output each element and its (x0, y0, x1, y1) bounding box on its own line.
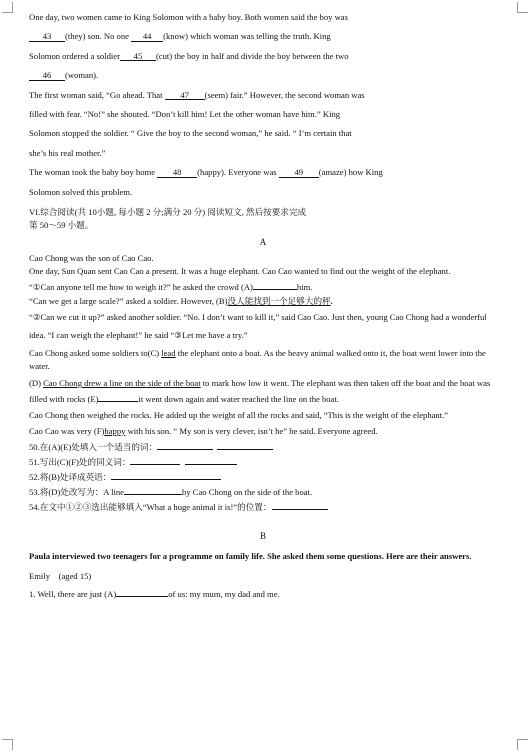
blank-a[interactable] (253, 289, 297, 290)
underlined-text-b: 没人能找到一个足够大的秤 (227, 295, 331, 306)
reading-passage-b (29, 547, 497, 603)
text-span: (amaze) how King (318, 167, 383, 178)
reading-passage-a (29, 251, 497, 438)
cloze-passage (29, 8, 497, 202)
part-b-label: B (259, 530, 266, 541)
crop-mark (2, 2, 13, 13)
question-54 (29, 500, 497, 515)
blank-43[interactable]: 43 (29, 32, 65, 42)
section-heading (29, 206, 497, 231)
section-subtitle: 第 50～59 小题。 (29, 219, 94, 230)
part-a-label: A (259, 237, 267, 248)
paragraph: “②Can we cut it up?” asked another soldier. “No. I don’t want to kill it,” said Cao Cao. Just then, young Cao Chong had a wonderful idea. “I can weigh the elephant!” he said “③Let me have a try.” (29, 312, 487, 341)
text-span: Cao Chong asked some soldiers to(C) (29, 348, 162, 359)
blank-46[interactable]: 46 (29, 71, 65, 81)
paragraph: “Can we get a large scale?” asked a soldier. However, (B)没人能找到一个足够大的秤. (29, 295, 333, 306)
interviewee-name: Emily (aged 15) (29, 570, 92, 581)
text-span: (happy). Everyone was (197, 167, 279, 178)
paragraph (29, 347, 497, 372)
text-span: “①Can anyone tell me how to weigh it?” he asked the crowd (A) (29, 281, 253, 292)
text-line (29, 47, 497, 66)
blank-49[interactable]: 49 (279, 168, 319, 178)
text-span: with his son. “ My son is very clever, isn’t he” he said. Everyone agreed. (125, 425, 378, 436)
text-span: it went down again and water reached the line on the boat. (138, 394, 339, 405)
answer-blank[interactable] (272, 509, 328, 510)
part-b-intro: Paula interviewed two teenagers for a programme on family life. She asked them some questions. Here are their answers. (29, 550, 472, 561)
crop-mark (517, 2, 528, 13)
answer-blank[interactable] (185, 464, 237, 465)
question-text: by Cao Chong on the side of the boat. (182, 486, 313, 497)
answer-blank[interactable] (157, 449, 213, 450)
text-span: (cut) the boy in half and divide the boy between the two (155, 50, 349, 61)
text-line: Solomon stopped the soldier. “ Give the boy to the second woman,” he said. “ I’m certain that (29, 128, 352, 139)
text-span: (know) which woman was telling the truth. King (163, 31, 331, 42)
paragraph: Cao Chong then weighed the rocks. He added up the weight of all the rocks and said, “This is the weight of the elephant.” (29, 410, 449, 421)
text-span: (seem) fair.” However, the second woman was (204, 89, 365, 100)
text-span: “Can we get a large scale?” asked a soldier. However, (B) (29, 295, 228, 306)
question-text: 52.将(B)处译成英语： (29, 471, 112, 482)
blank-e[interactable] (98, 401, 138, 402)
question-text: 51.写出(C)(F)处的同义词： (29, 456, 131, 467)
crop-mark (517, 739, 528, 750)
document-body (29, 8, 497, 603)
question-text: 50.在(A)(E)处填入一个适当的词： (29, 441, 158, 452)
paragraph (29, 424, 497, 438)
underlined-word-f: happy (104, 425, 126, 436)
text-line: filled with fear. “No!” she shouted. “Don’t kill him! Let the other woman have him.” King (29, 109, 341, 120)
paragraph (29, 375, 497, 407)
text-span: The woman took the baby boy home (29, 167, 158, 178)
paragraph: Cao Chong was the son of Cao Cao. (29, 253, 154, 264)
text-span: the elephant onto a boat. As the heavy animal walked onto it, the boat went lower into the water. (29, 348, 486, 371)
blank-b-a[interactable] (116, 596, 168, 597)
text-span: (they) son. No one (65, 31, 132, 42)
text-span: of us: my mum, my dad and me. (168, 588, 280, 599)
blank-48[interactable]: 48 (157, 168, 197, 178)
underlined-sentence-d: Cao Chong drew a line on the side of the boat (43, 378, 201, 389)
text-span: The first woman said, “Go ahead. That (29, 89, 165, 100)
blank-45[interactable]: 45 (120, 52, 156, 62)
question-text: 53.将(D)处改写为：A line (29, 486, 125, 497)
question-53 (29, 485, 497, 500)
text-span: Cao Cao was very (F) (29, 425, 105, 436)
text-span: him. (296, 281, 313, 292)
answer-blank[interactable] (130, 464, 180, 465)
text-span: (D) (29, 378, 44, 389)
text-line (29, 66, 497, 85)
text-line: One day, two women came to King Solomon with a baby boy. Both women said the boy was (29, 12, 348, 22)
text-line (29, 27, 497, 46)
questions-list (29, 440, 497, 515)
text-span: Solomon ordered a soldier (29, 50, 120, 61)
text-line (29, 86, 497, 105)
blank-44[interactable]: 44 (131, 32, 163, 42)
text-span: (woman). (65, 70, 99, 81)
question-50 (29, 440, 497, 455)
answer-blank[interactable] (111, 479, 221, 480)
question-text: 54.在文中①②③选出能够填入“What a huge animal it is!”的位置： (29, 501, 272, 512)
text-span: to mark how low it went. The elephant was then taken off the boat and the boat was filled with rocks (E) (29, 378, 491, 405)
text-line: Solomon solved this problem. (29, 186, 133, 197)
crop-mark (2, 739, 13, 750)
text-line (29, 163, 497, 182)
paragraph (29, 280, 497, 294)
answer-blank[interactable] (217, 449, 273, 450)
question-51 (29, 455, 497, 470)
answer-item-1 (29, 585, 497, 603)
text-line: she’s his real mother.” (29, 147, 106, 158)
paragraph: One day, Sun Quan sent Cao Cao a present. It was a huge elephant. Cao Cao wanted to find out the weight of the elephant. (29, 266, 451, 277)
section-title: VI.综合阅读(共 10小题, 每小题 2 分;满分 20 分) 阅读短文, 然后按要求完成 (29, 207, 307, 218)
answer-blank[interactable] (124, 494, 182, 495)
blank-47[interactable]: 47 (165, 91, 205, 101)
text-span: 1. Well, there are just (A) (29, 588, 117, 599)
underlined-word-c: lead (161, 348, 176, 359)
question-52 (29, 470, 497, 485)
